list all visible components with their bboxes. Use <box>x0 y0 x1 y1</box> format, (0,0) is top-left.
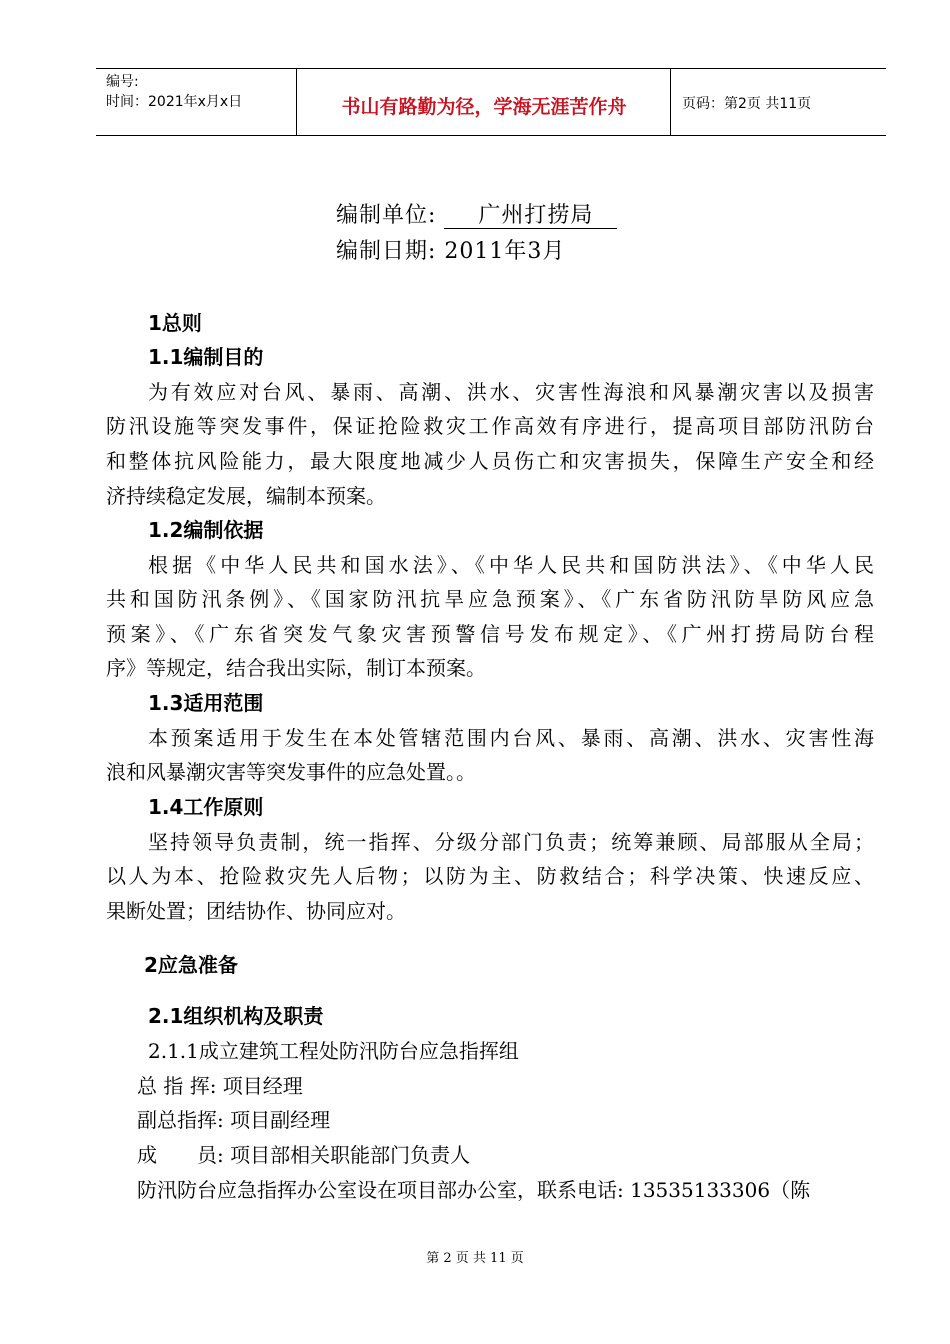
doc-code-label: 编号: <box>106 74 139 90</box>
subsection-heading: 1.1编制目的 <box>148 345 264 369</box>
paragraph-line: 浪和风暴潮灾害等突发事件的应急处置。。 <box>106 760 476 784</box>
paragraph-line: 坚持领导负责制，统一指挥、分级分部门负责；统筹兼顾、局部服从全局； <box>148 830 874 854</box>
paragraph-line: 预案》、《广东省突发气象灾害预警信号发布规定》、《广州打捞局防台程 <box>106 622 874 646</box>
header-divider <box>296 68 297 135</box>
header-bottom-rule <box>96 135 886 136</box>
paragraph-line: 果断处置；团结协作、协同应对。 <box>106 899 406 923</box>
header-divider <box>670 68 671 135</box>
unit-value: 广州打捞局 <box>444 204 617 229</box>
paragraph-line: 防汛设施等突发事件，保证抢险救灾工作高效有序进行，提高项目部防汛防台 <box>106 414 874 438</box>
date-line <box>336 240 565 264</box>
unit-label: 编制单位: <box>336 203 437 228</box>
subsection-heading: 1.3适用范围 <box>148 691 264 715</box>
page-footer: 第 2 页 共 11 页 <box>426 1251 524 1266</box>
subsection-heading: 1.4工作原则 <box>148 795 264 819</box>
role-line: 副总指挥: 项目副经理 <box>137 1108 331 1132</box>
paragraph-line: 和整体抗风险能力，最大限度地减少人员伤亡和灾害损失，保障生产安全和经 <box>106 449 874 473</box>
date-label: 编制日期: <box>336 239 437 264</box>
role-line: 成 员: 项目部相关职能部门负责人 <box>137 1143 471 1167</box>
paragraph-line: 序》等规定，结合我出实际，制订本预案。 <box>106 656 486 680</box>
header-motto: 书山有路勤为径，学海无涯苦作舟 <box>341 96 627 118</box>
paragraph-line: 济持续稳定发展，编制本预案。 <box>106 484 386 508</box>
header-top-rule <box>96 68 886 69</box>
section-heading: 1总则 <box>148 311 202 335</box>
paragraph-line: 为有效应对台风、暴雨、高潮、洪水、灾害性海浪和风暴潮灾害以及损害 <box>148 380 874 404</box>
paragraph-line: 以人为本、抢险救灾先人后物；以防为主、防救结合；科学决策、快速反应、 <box>106 864 874 888</box>
unit-line <box>336 204 617 229</box>
paragraph-line: 共和国防汛条例》、《国家防汛抗旱应急预案》、《广东省防汛防旱防风应急 <box>106 587 874 611</box>
subsection-heading: 2.1组织机构及职责 <box>148 1004 324 1028</box>
header-meta <box>106 72 242 112</box>
section-heading: 2应急准备 <box>144 953 238 977</box>
role-line: 总 指 挥: 项目经理 <box>137 1074 303 1098</box>
subsubsection-heading: 2.1.1成立建筑工程处防汛防台应急指挥组 <box>148 1039 519 1063</box>
paragraph-line: 本预案适用于发生在本处管辖范围内台风、暴雨、高潮、洪水、灾害性海 <box>148 726 874 750</box>
date-value: 2011年3月 <box>444 239 566 264</box>
header-page-info: 页码：第2页 共11页 <box>682 96 812 112</box>
subsection-heading: 1.2编制依据 <box>148 518 264 542</box>
doc-time: 时间：2021年x月x日 <box>106 94 243 110</box>
contact-line: 防汛防台应急指挥办公室设在项目部办公室，联系电话: 13535133306（陈 <box>137 1178 811 1202</box>
paragraph-line: 根据《中华人民共和国水法》、《中华人民共和国防洪法》、《中华人民 <box>148 553 874 577</box>
